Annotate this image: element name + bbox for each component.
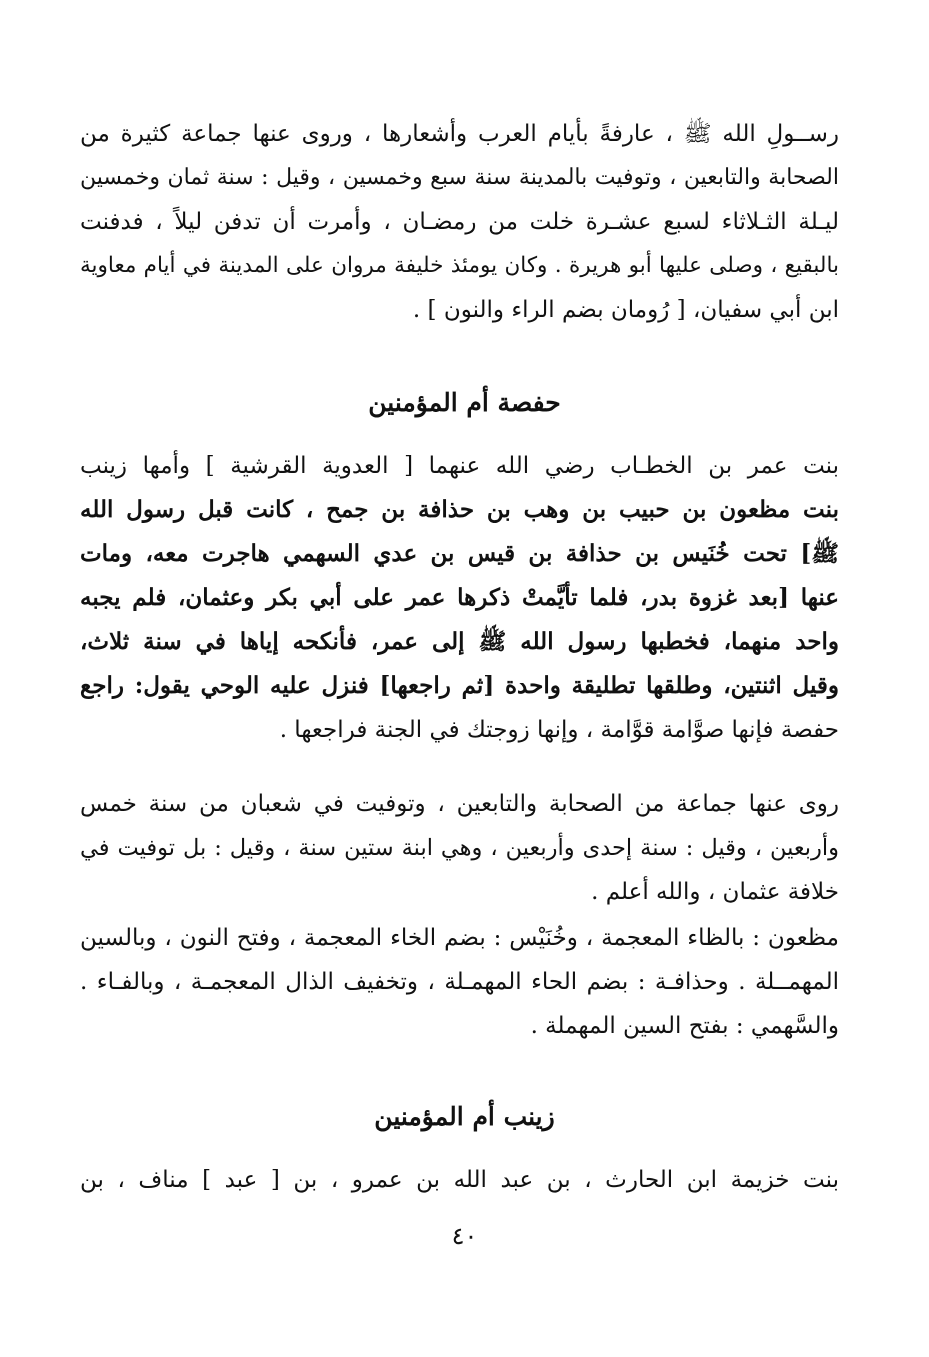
text-line: خلافة عثمان ، والله أعلم . [591,879,839,905]
text-line: الصحابة والتابعين ، وتوفيت بالمدينة سنة سبع وخمسين ، وقيل : سنة ثمان وخمسين [80,165,839,190]
paragraph-notes [80,916,839,1048]
section-heading-hafsa: حفصة أم المؤمنين [368,388,561,417]
paragraph-intro [80,112,839,332]
text-line: روى عنها جماعة من الصحابة والتابعين ، وتوفيت في شعبان من سنة خمس [80,791,839,817]
text-line: والسَّهمي : بفتح السين المهملة . [530,1013,839,1039]
text-line: وأربعين ، وقيل : سنة إحدى وأربعين ، وهي ابنة ستين سنة ، وقيل : بل توفيت في [80,835,839,861]
text-line: حفصة فإنها صوَّامة قوَّامة ، وإنها زوجتك في الجنة فراجعها . [279,717,839,743]
paragraph-zaynab [80,1158,839,1202]
text-line: عنها [بعد غزوة بدر، فلما تأيَّمتْ ذكرها عمر على أبي بكر وعثمان، فلم يجبه [80,584,839,611]
section-heading-zaynab: زينب أم المؤمنين [374,1102,555,1131]
page-number: ٤٠ [451,1222,478,1250]
text-line: بالبقيع ، وصلى عليها أبو هريرة . وكان يومئذ خليفة مروان على المدينة في أيام معاوية [80,253,839,278]
text-line: واحد منهما، فخطبها رسول الله ﷺ إلى عمر، فأنكحه إياها في سنة ثلاث، [80,628,839,655]
paragraph-hafsa-death [80,782,839,914]
text-line: بنت خزيمة ابن الحارث ، بن عبد الله بن عمرو ، بن [ عبد ] مناف ، بن [80,1167,839,1193]
text-line: المهمــلة . وحذافـة : بضم الحاء المهمـلة ، وتخفيف الذال المعجمـة ، وبالفـاء . [80,969,839,995]
text-line: ليـلة الثـلاثاء لسبع عشـرة خلت من رمضـان ، وأمرت أن تدفن ليلاً ، فدفنت [80,209,839,235]
text-line: بنت عمر بن الخطـاب رضي الله عنهما [ العدوية القرشية ] وأمها زينب [80,453,839,479]
paragraph-hafsa-bio [80,444,839,752]
text-line: رســولِ الله ﷺ ، عارفةً بأيام العرب وأشعارها ، وروى عنها جماعة كثيرة من [80,121,839,147]
text-line: بنت مظعون بن حبيب بن وهب بن حذافة بن جمح ، كانت قبل رسول الله [80,496,839,523]
text-line: وقيل اثنتين، وطلقها تطليقة واحدة [ثم راجعها] فنزل عليه الوحي يقول: راجع [80,672,839,699]
text-line: ابن أبي سفيان، [ رُومان بضم الراء والنون ] . [412,297,839,323]
text-line: ﷺ] تحت خُنَيس بن حذافة بن قيس بن عدي السهمي هاجرت معه، ومات [80,540,839,567]
text-line: مظعون : بالظاء المعجمة ، وخُنَيْس : بضم الخاء المعجمة ، وفتح النون ، وبالسين [80,925,839,951]
